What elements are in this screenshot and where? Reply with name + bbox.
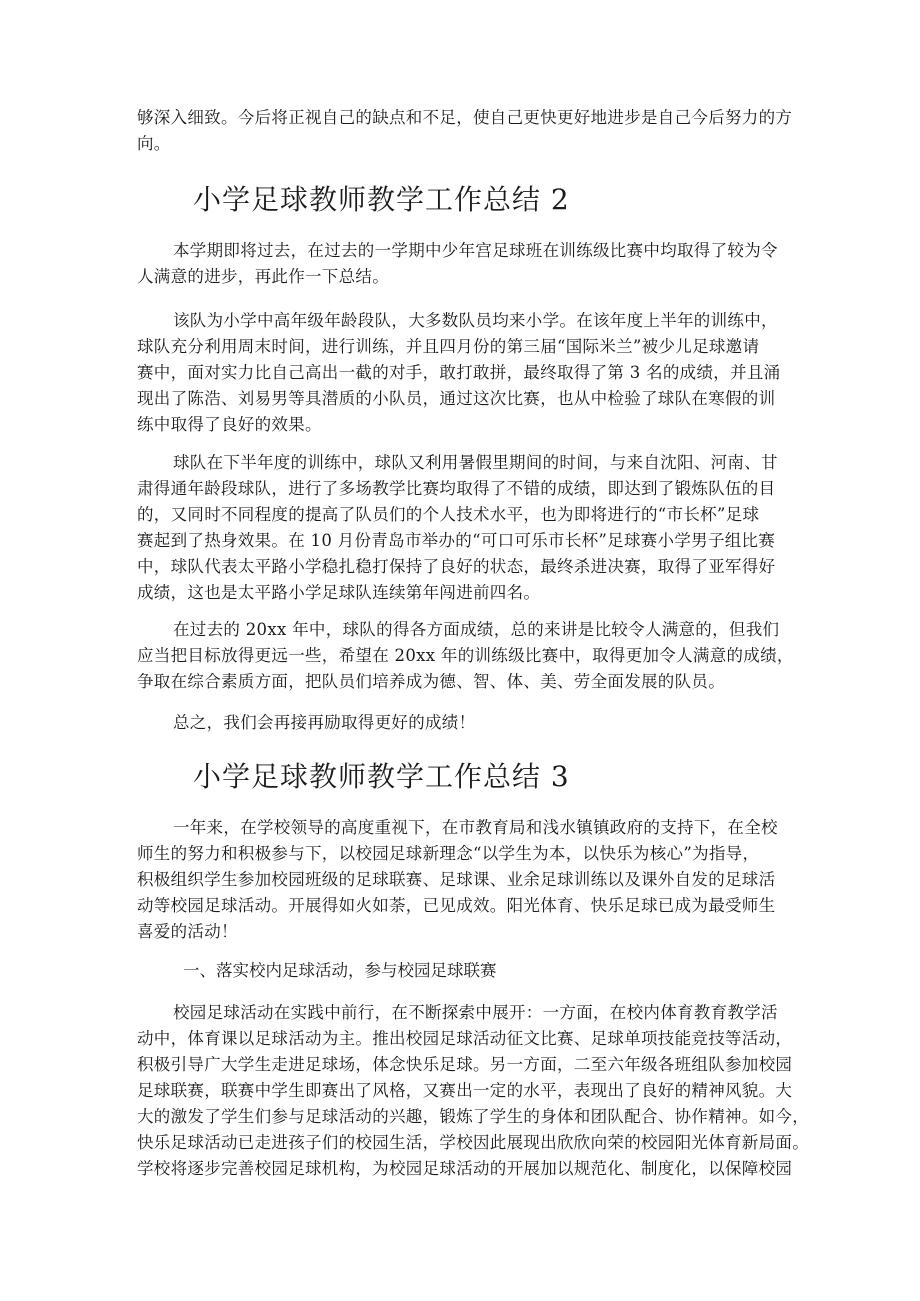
text-line: 在过去的 20xx 年中，球队的得各方面成绩，总的来讲是比较令人满意的，但我们 — [173, 620, 780, 639]
text-line: 赛中，面对实力比自己高出一截的对手，敢打敢拼，最终取得了第 3 名的成绩，并且涌 — [137, 363, 781, 382]
text-line: 球队充分利用周末时间，进行训练，并且四月份的第三届“国际米兰”被少儿足球邀请 — [137, 337, 760, 356]
text-line: 的，又同时不同程度的提高了队员们的个人技术水平，也为即将进行的“市长杯”足球 — [137, 505, 760, 524]
section-2-paragraph-4 — [137, 617, 797, 695]
section-2-paragraph-5 — [137, 710, 797, 736]
section-3-title: 小学足球教师教学工作总结 3 — [193, 760, 570, 793]
section-2-paragraph-2 — [137, 308, 797, 438]
text-line: 应当把目标放得更远一些，希望在 20xx 年的训练级比赛中，取得更加令人满意的成绩， — [137, 646, 794, 665]
text-line: 动中，体育课以足球活动为主。推出校园足球活动征文比赛、足球单项技能竞技等活动， — [137, 1029, 793, 1048]
text-line: 喜爱的活动！ — [137, 922, 238, 941]
text-line: 赛起到了热身效果。在 10 月份青岛市举办的“可口可乐市长杯”足球赛小学男子组比赛 — [137, 531, 776, 550]
text-line: 人满意的进步，再此作一下总结。 — [137, 267, 389, 286]
text-line: 积极引导广大学生走进足球场，体念快乐足球。另一方面，二至六年级各班组队参加校园 — [137, 1055, 793, 1074]
text-line: 争取在综合素质方面，把队员们培养成为德、智、体、美、劳全面发展的队员。 — [137, 672, 725, 691]
intro-paragraph — [137, 105, 797, 157]
text-line: 向。 — [137, 134, 171, 153]
text-line: 肃得通年龄段球队，进行了多场教学比赛均取得了不错的成绩，即达到了锻炼队伍的目 — [137, 479, 776, 498]
text-line: 现出了陈浩、刘易男等具潜质的小队员，通过这次比赛，也从中检验了球队在寒假的训 — [137, 389, 776, 408]
text-line: 校园足球活动在实践中前行，在不断探索中展开：一方面，在校内体育教育教学活 — [173, 1003, 778, 1022]
text-line: 积极组织学生参加校园班级的足球联赛、足球课、业余足球训练以及课外自发的足球活 — [137, 870, 776, 889]
text-line: 一年来，在学校领导的高度重视下，在市教育局和浅水镇镇政府的支持下，在全校 — [173, 818, 778, 837]
section-3-paragraph-2 — [137, 1000, 809, 1182]
section-2-title: 小学足球教师教学工作总结 2 — [193, 183, 570, 216]
section-3-subheading: 一、落实校内足球活动，参与校园足球联赛 — [183, 961, 497, 980]
text-line: 动等校园足球活动。开展得如火如荼，已见成效。阳光体育、快乐足球已成为最受师生 — [137, 896, 776, 915]
text-line: 本学期即将过去，在过去的一学期中少年宫足球班在训练级比赛中均取得了较为令 — [173, 241, 778, 260]
section-3-paragraph-1 — [137, 815, 797, 945]
text-line: 总之，我们会再接再励取得更好的成绩！ — [173, 713, 476, 732]
text-line: 师生的努力和积极参与下，以校园足球新理念“以学生为本，以快乐为核心”为指导， — [137, 844, 760, 863]
text-line: 练中取得了良好的效果。 — [137, 415, 322, 434]
text-line: 成绩，这也是太平路小学足球队连续第年闯进前四名。 — [137, 583, 541, 602]
section-2-paragraph-3 — [137, 450, 797, 606]
text-line: 快乐足球活动已走进孩子们的校园生活，学校因此展现出欣欣向荣的校园阳光体育新局面。 — [137, 1133, 809, 1152]
section-2-paragraph-1 — [137, 238, 797, 290]
text-line: 大的激发了学生们参与足球活动的兴趣，锻炼了学生的身体和团队配合、协作精神。如今， — [137, 1107, 809, 1126]
text-line: 足球联赛，联赛中学生即赛出了风格，又赛出一定的水平，表现出了良好的精神风貌。大 — [137, 1081, 793, 1100]
text-line: 该队为小学中高年级年龄段队，大多数队员均来小学。在该年度上半年的训练中， — [173, 311, 778, 330]
text-line: 球队在下半年度的训练中，球队又利用暑假里期间的时间，与来自沈阳、河南、甘 — [173, 453, 778, 472]
text-line: 中，球队代表太平路小学稳扎稳打保持了良好的状态，最终杀进决赛，取得了亚军得好 — [137, 557, 776, 576]
text-line: 够深入细致。今后将正视自己的缺点和不足，使自己更快更好地进步是自己今后努力的方 — [137, 108, 793, 127]
text-line: 学校将逐步完善校园足球机构，为校园足球活动的开展加以规范化、制度化，以保障校园 — [137, 1159, 793, 1178]
